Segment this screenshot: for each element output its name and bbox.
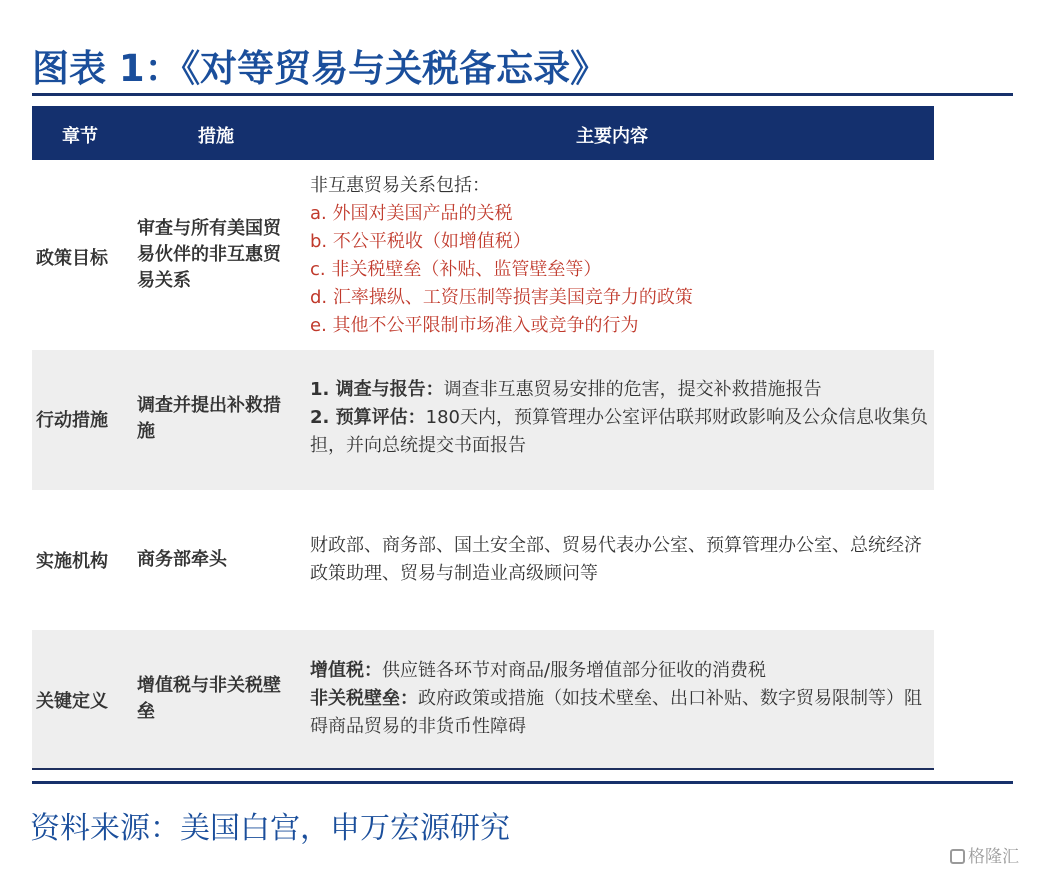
content-item-text: 政府政策或措施（如技术壁垒、出口补贴、数字贸易限制等）阻碍商品贸易的非货币性障碍: [310, 688, 922, 737]
table-row: [32, 160, 934, 350]
content-item-label: 非关税壁垒：: [310, 688, 418, 709]
content-item-label: 增值税：: [310, 660, 382, 681]
content-item-text: 供应链各环节对商品/服务增值部分征收的消费税: [382, 660, 767, 681]
content-item-text: 调查非互惠贸易安排的危害，提交补救措施报告: [443, 379, 822, 400]
title-divider: [32, 93, 1013, 96]
header-measure: 措施: [198, 126, 234, 147]
header-content: 主要内容: [576, 126, 648, 147]
row-chapter: 关键定义: [36, 691, 108, 712]
content-item: c. 非关税壁垒（补贴、监管壁垒等）: [310, 259, 602, 280]
content-item: [310, 657, 930, 685]
row-content: 财政部、商务部、国土安全部、贸易代表办公室、预算管理办公室、总统经济政策助理、贸易与制造业高级顾问等: [310, 535, 922, 584]
row-measure: 商务部牵头: [137, 549, 227, 570]
row-content: [310, 657, 930, 741]
content-item: b. 不公平税收（如增值税）: [310, 231, 531, 252]
content-item-label: 2. 预算评估：: [310, 407, 426, 428]
row-measure: 增值税与非关税壁垒: [137, 675, 281, 722]
content-item: [310, 685, 930, 741]
watermark: [950, 842, 1019, 867]
row-chapter: 行动措施: [36, 410, 108, 431]
footer-divider: [32, 781, 1013, 784]
table-row: [32, 350, 934, 490]
page-title: 图表 1：《对等贸易与关税备忘录》: [32, 47, 608, 90]
content-item-text: 180天内，预算管理办公室评估联邦财政影响及公众信息收集负担，并向总统提交书面报告: [310, 407, 928, 456]
row-chapter: 实施机构: [36, 551, 108, 572]
row-content: [310, 172, 930, 340]
content-item: e. 其他不公平限制市场准入或竞争的行为: [310, 315, 639, 336]
row-measure: 调查并提出补救措施: [137, 395, 281, 442]
content-item: [310, 404, 930, 460]
content-item: a. 外国对美国产品的关税: [310, 203, 513, 224]
row-measure: 审查与所有美国贸易伙伴的非互惠贸易关系: [137, 218, 281, 291]
table-bottom-rule: [32, 768, 934, 770]
watermark-logo-icon: [950, 849, 965, 864]
row-content: [310, 376, 930, 460]
row-chapter: 政策目标: [36, 248, 108, 269]
content-item: [310, 376, 930, 404]
header-chapter: 章节: [62, 126, 98, 147]
table-header: [32, 106, 934, 160]
source-note: 资料来源：美国白宫，申万宏源研究: [30, 811, 510, 846]
content-item-label: 1. 调查与报告：: [310, 379, 444, 400]
memo-table: [32, 106, 934, 768]
table-row: [32, 630, 934, 768]
content-item: d. 汇率操纵、工资压制等损害美国竞争力的政策: [310, 287, 693, 308]
table-row: [32, 490, 934, 630]
content-intro: 非互惠贸易关系包括：: [310, 175, 490, 196]
watermark-text: 格隆汇: [968, 847, 1019, 867]
